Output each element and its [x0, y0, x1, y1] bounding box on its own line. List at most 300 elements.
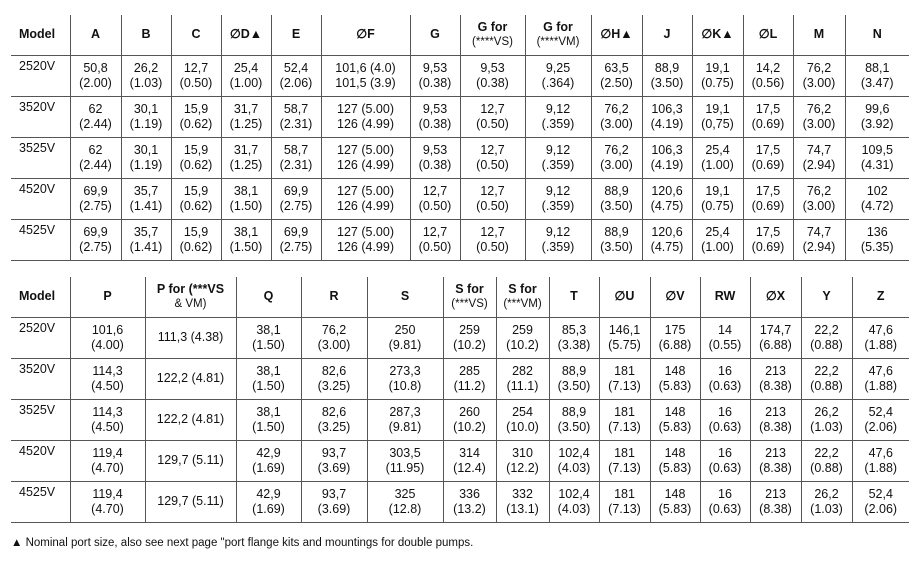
inch-value: (4.70)	[91, 460, 124, 475]
column-header-sublabel: (***VM)	[503, 297, 542, 310]
metric-value: 30,1	[133, 101, 159, 116]
metric-value: 69,9	[283, 183, 309, 198]
column-header	[845, 15, 909, 55]
column-header-label: N	[872, 27, 882, 42]
value-cell	[599, 399, 650, 440]
inch-value: (7.13)	[608, 419, 641, 434]
inch-value: (5.83)	[658, 378, 692, 393]
column-header	[743, 15, 793, 55]
metric-value: 9,12	[545, 101, 571, 116]
metric-value: 12,7	[480, 142, 505, 157]
inch-value: (0.50)	[418, 198, 452, 213]
column-header	[367, 277, 443, 317]
metric-value: 22,2	[814, 363, 839, 378]
value-cell	[549, 399, 599, 440]
inch-value: (5.83)	[658, 460, 692, 475]
model-cell: 3525V	[19, 402, 56, 417]
metric-value: 16	[718, 363, 732, 378]
metric-value: 260	[459, 404, 480, 419]
value-cell	[171, 178, 221, 219]
metric-value: 148	[664, 404, 686, 419]
value-cell	[525, 137, 591, 178]
value-cell	[367, 317, 443, 358]
metric-value: 213	[765, 486, 786, 501]
metric-value: 15,9	[183, 183, 209, 198]
inch-value: (0.63)	[708, 419, 742, 434]
inch-value: (.359)	[541, 116, 575, 131]
value-cell	[750, 317, 801, 358]
value-cell	[801, 358, 852, 399]
value-cell	[525, 219, 591, 260]
inch-value: (1.88)	[864, 460, 898, 475]
value-cell	[443, 317, 496, 358]
metric-value: 129,7 (5.11)	[157, 453, 224, 467]
value-cell	[301, 440, 367, 481]
metric-value: 259	[512, 322, 533, 337]
metric-value: 148	[664, 363, 686, 378]
metric-value: 38,1	[233, 224, 259, 239]
inch-value: (0.50)	[476, 116, 509, 131]
inch-value: (2.75)	[79, 198, 112, 213]
inch-value: (3.00)	[600, 116, 633, 131]
inch-value: (5.83)	[658, 419, 692, 434]
inch-value: (.364)	[541, 75, 575, 90]
metric-value: 213	[765, 404, 786, 419]
metric-value: 52,4	[868, 486, 893, 501]
metric-value: 47,6	[868, 322, 893, 337]
metric-value: 19,1	[705, 183, 730, 198]
column-header-sublabel: (****VM)	[536, 35, 580, 48]
inch-value: (0.55)	[708, 337, 742, 352]
metric-value: 9,53	[480, 60, 505, 75]
inch-value: (4.75)	[650, 198, 684, 213]
metric-value: 213	[765, 445, 786, 460]
value-cell	[236, 440, 301, 481]
metric-value: 127 (5.00)	[337, 183, 394, 198]
value-cell	[650, 440, 700, 481]
value-cell	[460, 137, 525, 178]
column-header-label: ∅X	[765, 289, 786, 304]
metric-value: 22,2	[814, 445, 839, 460]
inch-value: (0.88)	[810, 337, 843, 352]
column-header-label: RW	[714, 289, 736, 304]
table-row	[11, 137, 909, 178]
value-cell	[750, 399, 801, 440]
inch-value: (1.50)	[229, 239, 263, 254]
metric-value: 12,7	[480, 224, 505, 239]
metric-value: 181	[614, 404, 635, 419]
column-header-label: S for	[508, 281, 537, 296]
metric-value: 16	[718, 445, 732, 460]
column-header-label: ∅F	[356, 27, 375, 42]
table-row	[11, 358, 909, 399]
table-row	[11, 55, 909, 96]
value-cell	[443, 440, 496, 481]
value-cell	[367, 481, 443, 522]
inch-value: (1.03)	[810, 501, 843, 516]
inch-value: (8.38)	[759, 419, 792, 434]
value-cell	[642, 55, 692, 96]
inch-value: (12.8)	[388, 501, 422, 516]
metric-value: 47,6	[868, 445, 893, 460]
metric-value: 9,53	[422, 101, 448, 116]
metric-value: 175	[664, 322, 686, 337]
metric-value: 88,9	[654, 60, 680, 75]
value-cell	[271, 96, 321, 137]
inch-value: (4.70)	[91, 501, 124, 516]
inch-value: (4.19)	[650, 116, 684, 131]
inch-value: (0.38)	[418, 157, 452, 172]
value-cell	[70, 96, 121, 137]
inch-value: (0.50)	[476, 157, 509, 172]
metric-value: 76,2	[806, 183, 832, 198]
value-cell	[367, 399, 443, 440]
column-header-label: G for	[477, 19, 508, 34]
inch-value: (2.75)	[279, 198, 313, 213]
metric-value: 38,1	[256, 322, 281, 337]
inch-value: (7.13)	[608, 460, 641, 475]
value-cell	[236, 399, 301, 440]
value-cell	[852, 481, 909, 522]
column-header	[70, 277, 145, 317]
value-cell	[642, 137, 692, 178]
inch-value: (10.0)	[506, 419, 539, 434]
column-header-label: G for	[543, 19, 573, 34]
metric-value: 74,7	[806, 224, 832, 239]
inch-value: (1.25)	[229, 116, 263, 131]
column-header	[591, 15, 642, 55]
column-header	[525, 15, 591, 55]
value-cell	[410, 137, 460, 178]
metric-value: 9,12	[545, 183, 571, 198]
column-header	[801, 277, 852, 317]
metric-value: 102,4	[558, 445, 590, 460]
metric-value: 102,4	[558, 486, 590, 501]
value-cell	[700, 399, 750, 440]
inch-value: (11.95)	[385, 460, 425, 475]
metric-value: 50,8	[83, 60, 108, 75]
metric-value: 15,9	[183, 142, 209, 157]
metric-value: 282	[512, 363, 533, 378]
inch-value: (0.50)	[179, 75, 213, 90]
inch-value: (1.88)	[864, 337, 898, 352]
value-cell	[221, 137, 271, 178]
metric-value: 17,5	[755, 183, 781, 198]
inch-value: (13.1)	[506, 501, 539, 516]
metric-value: 76,2	[321, 322, 347, 337]
value-cell	[443, 358, 496, 399]
value-cell	[591, 178, 642, 219]
inch-value: (8.38)	[759, 378, 792, 393]
value-cell	[70, 137, 121, 178]
inch-value: (0.75)	[701, 75, 734, 90]
value-cell	[145, 440, 236, 481]
inch-value: (7.13)	[608, 378, 641, 393]
column-header	[236, 277, 301, 317]
inch-value: (2.75)	[79, 239, 112, 254]
model-cell: 3520V	[19, 361, 56, 376]
value-cell	[171, 96, 221, 137]
value-cell	[70, 481, 145, 522]
inch-value: (0.69)	[751, 239, 785, 254]
value-cell	[121, 137, 171, 178]
metric-value: 9,12	[545, 142, 571, 157]
value-cell	[599, 481, 650, 522]
metric-value: 47,6	[868, 363, 893, 378]
value-cell	[750, 440, 801, 481]
value-cell	[845, 219, 909, 260]
inch-value: (.359)	[541, 239, 575, 254]
metric-value: 15,9	[183, 101, 209, 116]
value-cell	[692, 96, 743, 137]
metric-value: 76,2	[806, 101, 832, 116]
inch-value: (1.19)	[129, 116, 163, 131]
metric-value: 102	[866, 183, 888, 198]
value-cell	[743, 55, 793, 96]
metric-value: 76,2	[604, 142, 629, 157]
inch-value: 126 (4.99)	[337, 157, 394, 172]
inch-value: (1.03)	[810, 419, 843, 434]
table-row	[11, 178, 909, 219]
inch-value: (0.56)	[751, 75, 785, 90]
inch-value: (0.62)	[179, 116, 213, 131]
column-header-label: M	[813, 27, 825, 42]
inch-value: (3.00)	[802, 75, 836, 90]
inch-value: (1.00)	[701, 239, 734, 254]
metric-value: 74,7	[806, 142, 832, 157]
inch-value: (2.44)	[79, 157, 112, 172]
inch-value: (0.62)	[179, 157, 213, 172]
column-header-label: ∅U	[614, 289, 635, 304]
inch-value: (4.75)	[650, 239, 684, 254]
inch-value: (4.50)	[91, 419, 124, 434]
model-cell: 3525V	[19, 140, 56, 155]
value-cell	[599, 317, 650, 358]
column-header	[642, 15, 692, 55]
value-cell	[793, 219, 845, 260]
metric-value: 25,4	[705, 224, 730, 239]
metric-value: 99,6	[865, 101, 890, 116]
metric-value: 17,5	[755, 142, 781, 157]
inch-value: (0.38)	[418, 116, 452, 131]
value-cell	[410, 178, 460, 219]
metric-value: 35,7	[133, 224, 159, 239]
inch-value: (4.19)	[650, 157, 684, 172]
metric-value: 120,6	[651, 224, 683, 239]
metric-value: 122,2 (4.81)	[156, 371, 225, 385]
column-header-label: E	[291, 27, 301, 42]
metric-value: 85,3	[561, 322, 587, 337]
metric-value: 26,2	[814, 486, 839, 501]
inch-value: 126 (4.99)	[337, 198, 394, 213]
table-1-body	[11, 55, 909, 260]
inch-value: (3.50)	[650, 75, 684, 90]
inch-value: (10.2)	[506, 337, 539, 352]
model-cell: 4525V	[19, 484, 56, 499]
column-header	[692, 15, 743, 55]
value-cell	[171, 219, 221, 260]
metric-value: 332	[512, 486, 533, 501]
column-header-label: ∅L	[758, 27, 778, 42]
inch-value: (1.50)	[252, 378, 285, 393]
column-header-label: T	[570, 289, 578, 304]
value-cell	[743, 178, 793, 219]
value-cell	[692, 137, 743, 178]
column-header	[221, 15, 271, 55]
value-cell	[121, 55, 171, 96]
metric-value: 148	[664, 445, 686, 460]
inch-value: (5.75)	[608, 337, 641, 352]
metric-value: 14	[718, 322, 732, 337]
metric-value: 285	[459, 363, 480, 378]
value-cell	[750, 481, 801, 522]
column-header	[410, 15, 460, 55]
column-header	[852, 277, 909, 317]
inch-value: (3.00)	[802, 198, 836, 213]
column-header	[496, 277, 549, 317]
inch-value: (4.03)	[557, 501, 591, 516]
inch-value: (1.69)	[252, 460, 285, 475]
column-header	[460, 15, 525, 55]
inch-value: (1.00)	[229, 75, 263, 90]
metric-value: 119,4	[92, 486, 123, 501]
inch-value: (0.63)	[708, 460, 742, 475]
metric-value: 12,7	[422, 224, 448, 239]
value-cell	[70, 317, 145, 358]
model-cell: 2520V	[19, 320, 56, 335]
value-cell	[70, 440, 145, 481]
value-cell	[271, 219, 321, 260]
metric-value: 12,7	[480, 183, 505, 198]
metric-value: 310	[512, 445, 533, 460]
value-cell	[845, 96, 909, 137]
metric-value: 19,1	[705, 60, 730, 75]
inch-value: (4.03)	[557, 460, 591, 475]
value-cell	[793, 137, 845, 178]
metric-value: 63,5	[604, 60, 629, 75]
value-cell	[121, 178, 171, 219]
value-cell	[221, 178, 271, 219]
table-row	[11, 96, 909, 137]
inch-value: (4.31)	[860, 157, 894, 172]
value-cell	[650, 358, 700, 399]
inch-value: (2.00)	[79, 75, 112, 90]
inch-value: (2.94)	[802, 157, 836, 172]
value-cell	[496, 481, 549, 522]
column-header-label: S for	[455, 281, 484, 296]
metric-value: 69,9	[283, 224, 309, 239]
metric-value: 19,1	[705, 101, 730, 116]
value-cell	[70, 399, 145, 440]
metric-value: 88,9	[604, 224, 629, 239]
metric-value: 114,3	[92, 363, 123, 378]
value-cell	[793, 178, 845, 219]
column-header	[321, 15, 410, 55]
metric-value: 58,7	[283, 142, 309, 157]
value-cell	[443, 399, 496, 440]
inch-value: (2.31)	[279, 116, 313, 131]
footnote: ▲ Nominal port size, also see next page "port flange kits and mountings for double pumps.	[11, 537, 474, 549]
inch-value: (0,75)	[701, 116, 734, 131]
value-cell	[236, 317, 301, 358]
value-cell	[145, 317, 236, 358]
metric-value: 42,9	[256, 486, 281, 501]
inch-value: (1.41)	[129, 198, 163, 213]
metric-value: 82,6	[321, 363, 347, 378]
inch-value: (11.2)	[453, 378, 486, 393]
metric-value: 259	[459, 322, 480, 337]
metric-value: 106,3	[651, 101, 683, 116]
metric-value: 69,9	[83, 224, 108, 239]
value-cell	[525, 55, 591, 96]
column-header-label: R	[329, 289, 339, 304]
inch-value: (6.88)	[658, 337, 692, 352]
value-cell	[410, 55, 460, 96]
value-cell	[801, 399, 852, 440]
value-cell	[410, 96, 460, 137]
metric-value: 62	[88, 101, 103, 116]
metric-value: 12,7	[183, 60, 209, 75]
metric-value: 120,6	[651, 183, 683, 198]
value-cell	[700, 317, 750, 358]
inch-value: (2.75)	[279, 239, 313, 254]
value-cell	[367, 358, 443, 399]
value-cell	[443, 481, 496, 522]
metric-value: 325	[394, 486, 416, 501]
value-cell	[599, 358, 650, 399]
value-cell	[321, 219, 410, 260]
column-header-label: P	[103, 289, 112, 304]
metric-value: 88,9	[561, 363, 587, 378]
inch-value: (3.00)	[802, 116, 836, 131]
inch-value: (1.50)	[252, 337, 285, 352]
value-cell	[70, 219, 121, 260]
value-cell	[852, 317, 909, 358]
inch-value: (1.19)	[129, 157, 163, 172]
inch-value: (0.88)	[810, 460, 843, 475]
column-header-label: Z	[876, 289, 885, 304]
metric-value: 88,9	[604, 183, 629, 198]
metric-value: 52,4	[283, 60, 309, 75]
column-header	[443, 277, 496, 317]
metric-value: 42,9	[256, 445, 281, 460]
value-cell	[845, 55, 909, 96]
metric-value: 314	[459, 445, 480, 460]
inch-value: (0.69)	[751, 116, 785, 131]
metric-value: 250	[394, 322, 416, 337]
table-1-header-row	[11, 15, 909, 55]
metric-value: 16	[718, 404, 732, 419]
value-cell	[700, 440, 750, 481]
value-cell	[321, 96, 410, 137]
column-header-label: ∅K▲	[701, 27, 734, 42]
metric-value: 16	[718, 486, 732, 501]
metric-value: 9,25	[545, 60, 571, 75]
table-row	[11, 481, 909, 522]
value-cell	[743, 96, 793, 137]
metric-value: 26,2	[133, 60, 159, 75]
column-header-label: ∅H▲	[600, 27, 633, 42]
value-cell	[525, 178, 591, 219]
inch-value: (3.50)	[600, 239, 633, 254]
column-header	[70, 15, 121, 55]
value-cell	[460, 55, 525, 96]
value-cell	[591, 96, 642, 137]
inch-value: (3.50)	[600, 198, 633, 213]
value-cell	[496, 317, 549, 358]
inch-value: (0.38)	[418, 75, 452, 90]
metric-value: 17,5	[755, 224, 781, 239]
